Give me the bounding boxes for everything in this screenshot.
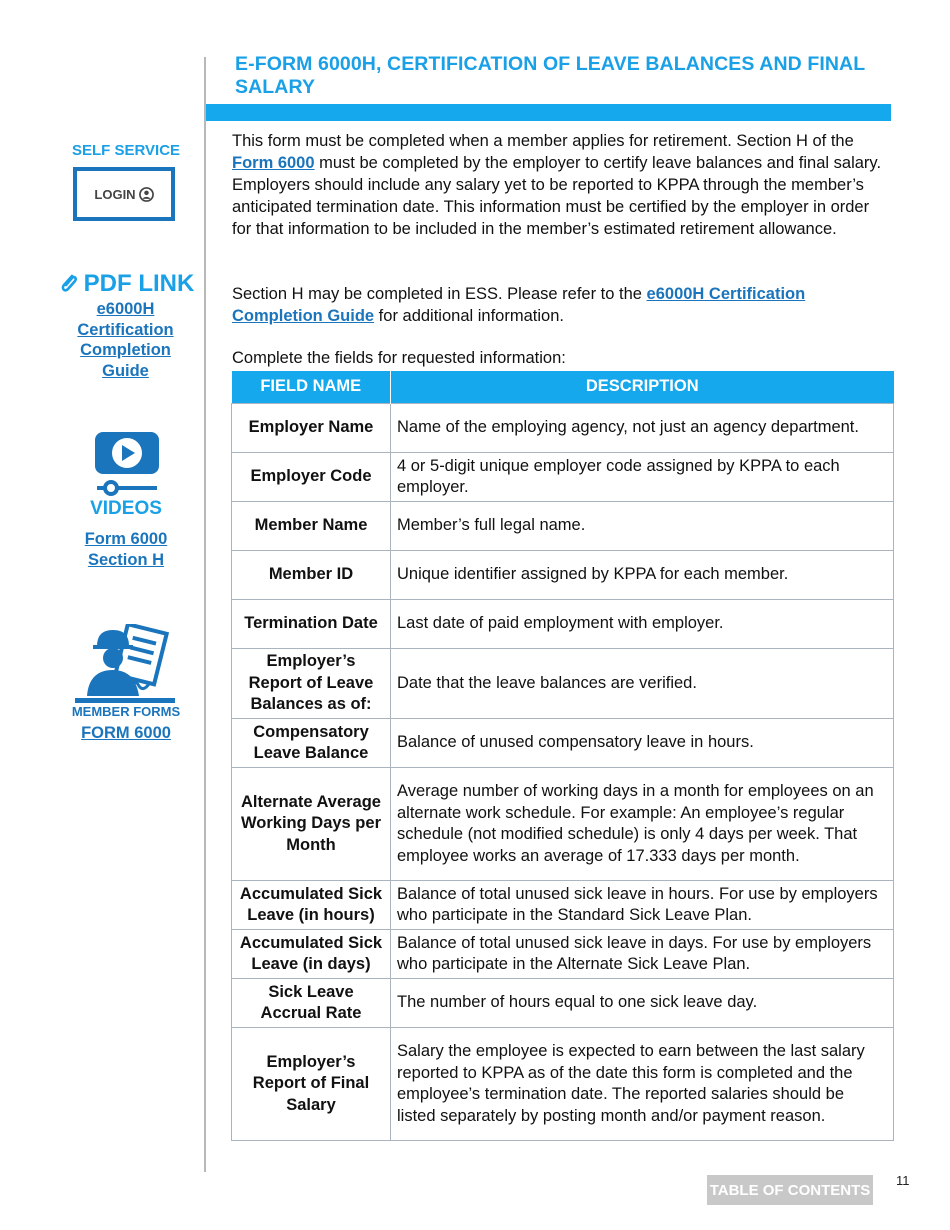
table-row <box>232 979 894 1028</box>
field-name-header: FIELD NAME <box>232 371 391 404</box>
table-row <box>232 768 894 881</box>
ess-text-2: for additional information. <box>374 307 564 325</box>
fields-table <box>231 371 894 1141</box>
pdf-guide-link-wrap <box>68 299 183 381</box>
table-row <box>232 453 894 502</box>
table-of-contents-button[interactable]: TABLE OF CONTENTS <box>707 1175 873 1205</box>
user-icon <box>139 187 154 202</box>
member-forms-icon <box>75 624 175 704</box>
description-cell: Last date of paid employment with employer. <box>391 600 894 649</box>
pdf-link-title: PDF LINK <box>83 270 195 297</box>
ess-paragraph <box>232 283 892 327</box>
video-form6000-link[interactable]: Form 6000 Section H <box>84 530 168 569</box>
videos-heading: VIDEOS <box>90 498 162 519</box>
table-row <box>232 551 894 600</box>
page-number: 11 <box>896 1173 910 1188</box>
form-6000-link[interactable]: FORM 6000 <box>81 724 171 742</box>
member-forms-link-wrap <box>50 723 202 744</box>
field-name-cell: Employer Code <box>232 453 391 502</box>
table-header-row <box>232 371 894 404</box>
sidebar-divider <box>204 57 206 1172</box>
description-cell: Salary the employee is expected to earn between the last salary reported to KPPA as of the date this form is completed and the employee’s termination date. The reported salaries should be listed separately by posting month and/or payment reason. <box>391 1028 894 1141</box>
description-cell: Unique identifier assigned by KPPA for each member. <box>391 551 894 600</box>
field-name-cell: Employer Name <box>232 404 391 453</box>
description-cell: 4 or 5-digit unique employer code assigned by KPPA to each employer. <box>391 453 894 502</box>
intro-paragraph <box>232 130 892 240</box>
description-cell: Date that the leave balances are verified. <box>391 649 894 719</box>
table-row <box>232 719 894 768</box>
field-name-cell: Member Name <box>232 502 391 551</box>
field-name-cell: Accumulated Sick Leave (in days) <box>232 930 391 979</box>
field-name-cell: Accumulated Sick Leave (in hours) <box>232 881 391 930</box>
video-play-icon <box>95 432 159 496</box>
description-cell: The number of hours equal to one sick leave day. <box>391 979 894 1028</box>
intro-text-1: This form must be completed when a member applies for retirement. Section H of the <box>232 132 854 150</box>
description-cell: Name of the employing agency, not just an agency department. <box>391 404 894 453</box>
field-name-cell: Employer’s Report of Final Salary <box>232 1028 391 1141</box>
description-cell: Average number of working days in a month for employees on an alternate work schedule. For example: An employee’s regular schedule (not modified schedule) is only 4 days per week. That employee works an average of 17.333 days per month. <box>391 768 894 881</box>
login-label: LOGIN <box>94 186 136 202</box>
field-name-cell: Sick Leave Accrual Rate <box>232 979 391 1028</box>
description-cell: Member’s full legal name. <box>391 502 894 551</box>
form-6000-inline-link[interactable]: Form 6000 <box>232 154 315 172</box>
member-forms-heading: MEMBER FORMS <box>71 704 181 719</box>
paperclip-icon <box>58 271 80 297</box>
table-intro: Complete the fields for requested information: <box>232 349 566 367</box>
intro-text-2: must be completed by the employer to certify leave balances and final salary. Employers should include any salary yet to be reported to KPPA through the member’s anticipated termination date. This information must be certified by the employer in order for that information to be included in the member’s estimated retirement allowance. <box>232 154 882 238</box>
completion-guide-inline-link[interactable]: e6000H Certification Completion Guide <box>232 285 806 325</box>
description-cell: Balance of unused compensatory leave in hours. <box>391 719 894 768</box>
field-name-cell: Termination Date <box>232 600 391 649</box>
table-row <box>232 930 894 979</box>
ess-text-1: Section H may be completed in ESS. Please refer to the <box>232 285 647 303</box>
table-row <box>232 404 894 453</box>
description-header: DESCRIPTION <box>391 371 894 404</box>
self-service-heading: SELF SERVICE <box>71 142 181 159</box>
table-row <box>232 600 894 649</box>
description-cell: Balance of total unused sick leave in hours. For use by employers who participate in the Standard Sick Leave Plan. <box>391 881 894 930</box>
description-cell: Balance of total unused sick leave in days. For use by employers who participate in the Alternate Sick Leave Plan. <box>391 930 894 979</box>
title-underline-bar <box>206 104 891 121</box>
table-row <box>232 502 894 551</box>
pdf-link-heading <box>50 270 202 298</box>
table-row <box>232 1028 894 1141</box>
field-name-cell: Alternate Average Working Days per Month <box>232 768 391 881</box>
login-button[interactable] <box>73 167 175 221</box>
video-link-wrap <box>78 529 174 570</box>
table-row <box>232 649 894 719</box>
pdf-guide-link[interactable]: e6000H Certification Completion Guide <box>77 300 174 380</box>
field-name-cell: Member ID <box>232 551 391 600</box>
field-name-cell: Compensatory Leave Balance <box>232 719 391 768</box>
field-name-cell: Employer’s Report of Leave Balances as of: <box>232 649 391 719</box>
page-title: E-FORM 6000H, CERTIFICATION OF LEAVE BALANCES AND FINAL SALARY <box>235 53 865 98</box>
table-row <box>232 881 894 930</box>
